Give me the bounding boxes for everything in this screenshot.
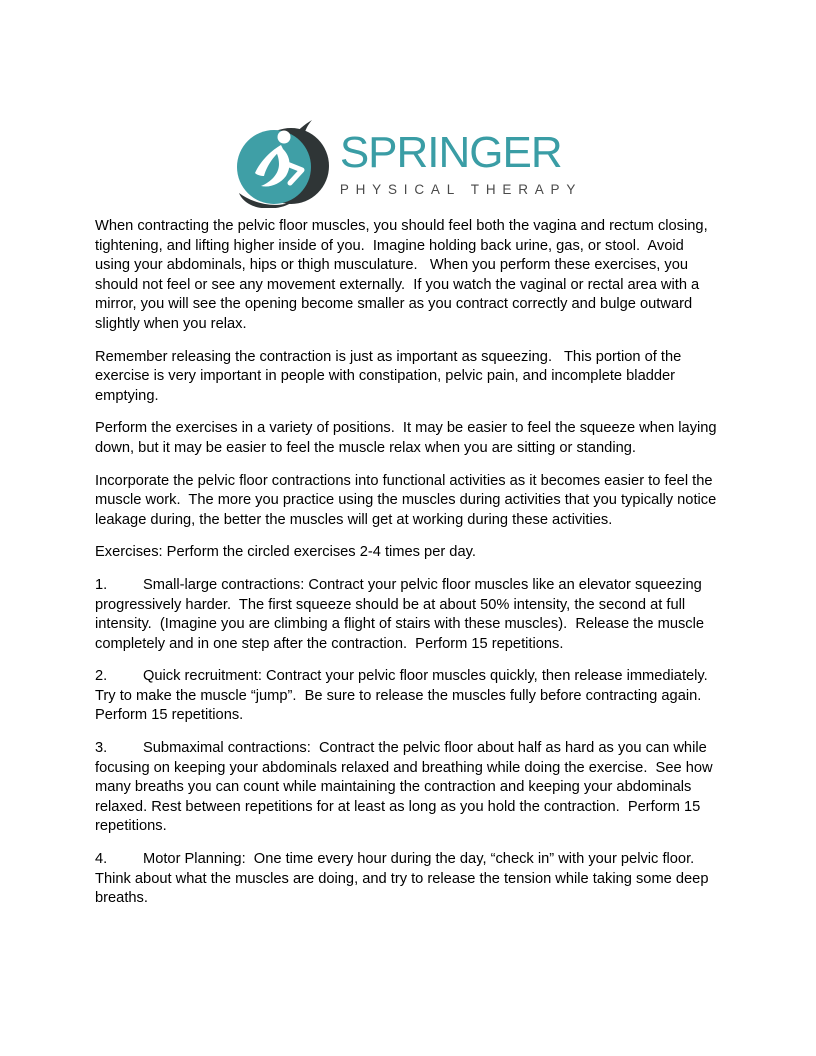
logo-leaping-figure-icon	[234, 120, 330, 208]
logo	[95, 120, 721, 208]
exercise-item-motor-planning	[95, 850, 721, 909]
exercise-text: Submaximal contractions: Contract the pelvic floor about half as hard as you can while focusing on keeping your abdominals relaxed and breathing while doing the exercise. See how many breaths you can count while maintaining the contraction and keeping your abdominals relaxed. Rest between repetitions for at least as long as you hold the contraction. Perform 15 repetitions.	[95, 740, 717, 835]
paragraph-contraction-technique: When contracting the pelvic floor muscles, you should feel both the vagina and rectum closing, tightening, and lifting higher inside of you. Imagine holding back urine, gas, or stool. Avoid using your abdominals, hips or thigh musculature. When you perform these exercises, you should not feel or see any movement externally. If you watch the vaginal or rectal area with a mirror, you will see the opening become smaller as you contract correctly and bulge outward slightly when you relax.	[95, 218, 712, 332]
exercise-number: 3.	[95, 740, 108, 757]
paragraph-positions: Perform the exercises in a variety of positions. It may be easier to feel the squeeze when laying down, but it may be easier to feel the muscle relax when you are sitting or standing.	[95, 420, 721, 456]
exercise-number: 4.	[95, 851, 108, 868]
document-body	[95, 217, 721, 909]
paragraph-functional-activities: Incorporate the pelvic floor contractions into functional activities as it becomes easier to feel the muscle work. The more you practice using the muscles during activities that you typically notice leakage during, the better the muscles will get at working during these activities.	[95, 472, 721, 528]
exercise-item-submaximal-contractions	[95, 739, 721, 837]
exercise-item-quick-recruitment	[95, 667, 721, 726]
logo-brand-subtitle: PHYSICAL THERAPY	[339, 182, 583, 197]
paragraph-releasing: Remember releasing the contraction is just as important as squeezing. This portion of the exercise is very important in people with constipation, pelvic pain, and incomplete bladder emptying.	[95, 348, 686, 404]
exercise-number: 1.	[95, 576, 108, 593]
exercise-number: 2.	[95, 668, 108, 685]
logo-text	[339, 128, 583, 197]
paragraph-exercises-intro: Exercises: Perform the circled exercises 2-4 times per day.	[95, 544, 476, 561]
exercise-item-small-large-contractions	[95, 576, 721, 654]
logo-brand-name: SPRINGER	[339, 128, 562, 177]
exercise-text: Small-large contractions: Contract your pelvic floor muscles like an elevator squeezing progressively harder. The first squeeze should be at about 50% intensity, the second at full intensity. (Imagine you are climbing a flight of stairs with these muscles). Release the muscle completely and in one step after the contraction. Perform 15 repetitions.	[95, 576, 709, 652]
exercise-text: Motor Planning: One time every hour during the day, “check in” with your pelvic floor. Think about what the muscles are doing, and try to release the tension while taking some deep breaths.	[95, 851, 713, 907]
exercise-text: Quick recruitment: Contract your pelvic floor muscles quickly, then release immediately. Try to make the muscle “jump”. Be sure to release the muscles fully before contracting again. Perform 15 repetitions.	[95, 668, 716, 724]
